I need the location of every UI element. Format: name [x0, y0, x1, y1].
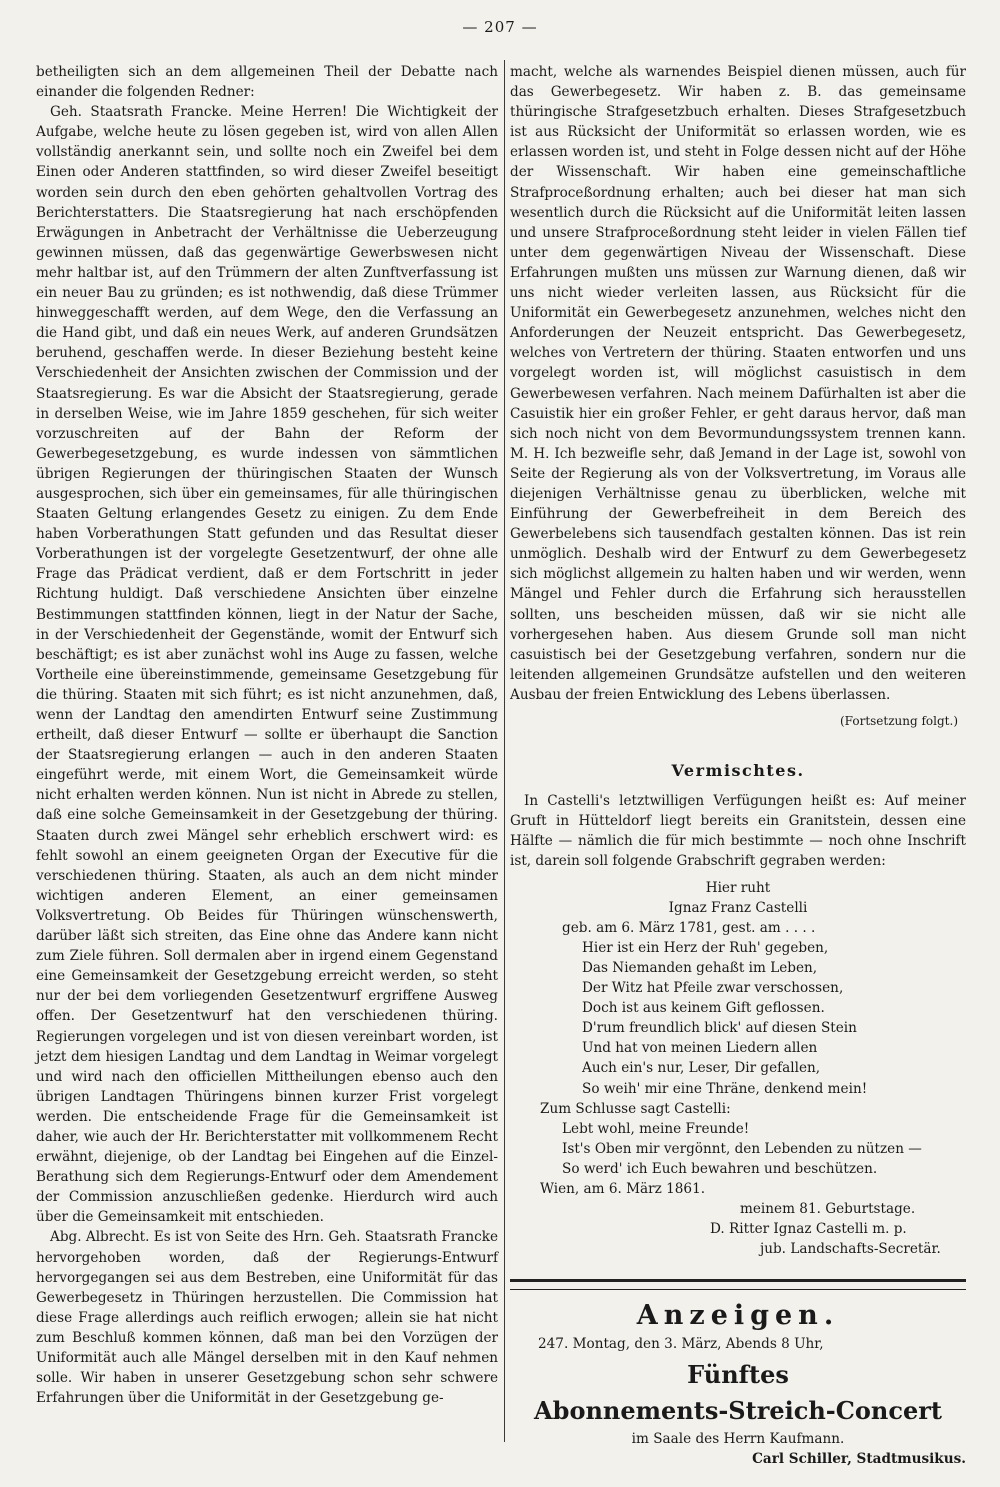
ads-heading: Anzeigen. — [636, 1300, 840, 1332]
continued-note: (Fortsetzung folgt.) — [840, 714, 958, 728]
ad-signer: Carl Schiller, Stadtmusikus. — [752, 1450, 966, 1467]
epitaph-line: Und hat von meinen Liedern allen — [582, 1040, 818, 1057]
ad-number-line: 247. Montag, den 3. März, Abends 8 Uhr, — [538, 1336, 824, 1353]
closing-line: So werd' ich Euch bewahren und beschützen. — [562, 1160, 878, 1177]
section-double-rule — [510, 1279, 966, 1290]
ad-ordinal: Fünftes — [687, 1359, 789, 1389]
misc-heading: Vermischtes. — [671, 761, 805, 781]
closing-intro: Zum Schlusse sagt Castelli: — [540, 1100, 731, 1117]
epitaph-title-2: Ignaz Franz Castelli — [668, 899, 808, 916]
column-divider — [504, 60, 505, 1442]
epitaph-line: Auch ein's nur, Leser, Dir gefallen, — [582, 1060, 821, 1077]
epitaph-line: D'rum freundlich blick' auf diesen Stein — [582, 1020, 857, 1037]
signature-line-2: D. Ritter Ignaz Castelli m. p. — [710, 1221, 907, 1238]
closing-line: Ist's Oben mir vergönnt, den Lebenden zu nützen — — [562, 1140, 922, 1157]
epitaph-line: Der Witz hat Pfeile zwar verschossen, — [582, 980, 844, 997]
left-paragraph-intro: betheiligten sich an dem allgemeinen Theil der Debatte nach einander die folgenden Redner: — [36, 64, 498, 101]
left-paragraph-francke: Geh. Staatsrath Francke. Meine Herren! Die Wichtigkeit der Aufgabe, welche heute zu lösen gegeben ist, wird von allen Allen vollständig anerkannt sein, und sollte noch ein Zweifel bei dem Einen oder Anderen stattfinden, so wird dieser Zweifel beseitigt worden sein durch den eben gehörten gehaltvollen Vortrag des Berichterstatters. Die Staatsregierung hat nach erschöpfenden Erwägungen in Anbetracht der Verhältnisse die Ueberzeugung gewinnen müssen, daß das gegenwärtige Gewerbswesen nicht mehr haltbar ist, auf den Trümmern der alten Zunftverfassung ist ein neuer Bau zu gründen; es ist nothwendig, daß diese Trümmer hinweggeschafft werden, auf dem Wege, den die Verfassung an die Hand gibt, und daß ein neues Werk, auf anderen Grundsätzen beruhend, geschaffen werde. In dieser Beziehung besteht keine Verschiedenheit der Ansichten zwischen der Commission und der Staatsregierung. Es war die Absicht der Staatsregierung, gerade in derselben Weise, wie im Jahre 1859 geschehen, für sich weiter vorzuschreiten auf der Bahn der Reform der Gewerbegesetzgebung, es wurde indessen von sämmtlichen übrigen Regierungen der thüringischen Staaten der Wunsch ausgesprochen, sich über ein gemeinsames, für alle thüringischen Staaten Geltung erlangendes Gesetz zu einigen. Zu dem Ende haben Vorberathungen Statt gefunden und das Resultat dieser Vorberathungen ist der vorgelegte Gesetzentwurf, der ohne alle Frage das Prädicat verdient, daß er dem Fortschritt in jeder Richtung huldigt. Daß verschiedene Ansichten über einzelne Bestimmungen stattfinden können, liegt in der Natur der Sache, in der Verschiedenheit der Gegenstände, womit der Entwurf sich beschäftigt; es ist aber zunächst wohl ins Auge zu fassen, welche Vortheile eine übereinstimmende, gemeinsame Gesetzgebung für die thüring. Staaten mit sich führt; es ist nicht anzunehmen, daß, wenn der Landtag den amendirten Entwurf seine Zustimmung ertheilt, daß dieser Entwurf — sollte er überhaupt die Sanction der Staatsregierung erlangen — auch in den anderen Staaten eingeführt werde, mit einem Wort, die Gemeinsamkeit würde nicht erhalten werden können. Nun ist nicht in Abrede zu stellen, daß eine solche Gemeinsamkeit in der Gesetzgebung der thüring. Staaten durch zwei Mängel sehr erheblich erschwert wird: es fehlt sowohl an einem geeigneten Organ der Executive für die verschiedenen thüring. Staaten, als auch an dem nicht minder wichtigen anderen Element, an einer gemeinsamen Volksvertretung. Ob Beides für Thüringen wünschenswerth, darüber läßt sich streiten, das Eine ohne das Andere kann nicht zum Ziele führen. Soll dermalen aber in irgend einem Gegenstand eine Gemeinsamkeit der Gesetzgebung erreicht werden, so steht nur der bei dem vorliegenden Gesetzentwurf ergriffene Ausweg offen. Der Gesetzentwurf hat den verschiedenen thüring. Regierungen vorgelegen und ist von diesen vereinbart worden, ist jetzt dem hiesigen Landtag und dem Landtag in Weimar vorgelegt und wird nach den officiellen Mittheilungen ebenso auch den übrigen Landtagen Thüringens binnen kurzer Frist vorgelegt werden. Die entscheidende Frage für die Gemeinsamkeit ist daher, wie auch der Hr. Berichterstatter mit vollkommenem Recht erwähnt, diejenige, ob der Landtag bei Eingehen auf die Einzel-Berathung sich dem Regierungs-Entwurf oder dem Amendement der Commission anzuschließen gedenke. Hierdurch wird auch über die Gemeinsamkeit mit entschieden. — [36, 104, 498, 1226]
ad-title: Abonnements-Streich-Concert — [534, 1395, 942, 1425]
epitaph-line: Das Niemanden gehaßt im Leben, — [582, 959, 818, 976]
misc-text: In Castelli's letztwilligen Verfügungen heißt es: Auf meiner Gruft in Hütteldorf liegt bereits ein Granitstein, dessen eine Hälfte — nämlich die für mich bestimmte — noch ohne Inschrift ist, darein soll folgende Grabschrift gegraben werden: — [510, 793, 966, 870]
epitaph-line: Hier ist ein Herz der Ruh' gegeben, — [582, 939, 829, 956]
left-paragraph-albrecht: Abg. Albrecht. Es ist von Seite des Hrn. Geh. Staatsrath Francke hervorgehoben worden, daß der Regierungs-Entwurf hervorgegangen sei aus dem Bestreben, eine Uniformität für das Gewerbegesetz in Thüringen herzustellen. Die Commission hat diese Frage allerdings auch reiflich erwogen; allein sie hat nicht zum Beschluß kommen können, daß man bei den Vorzügen der Uniformität auch alle Mängel derselben mit in den Kauf nehmen solle. Wir haben in unserer Gesetzgebung schon sehr schwere Erfahrungen über die Uniformität in der Gesetzgebung ge- — [36, 1229, 498, 1407]
epitaph — [510, 878, 966, 1260]
signature-line-3: jub. Landschafts-Secretär. — [760, 1241, 941, 1258]
epitaph-line: Doch ist aus keinem Gift geflossen. — [582, 1000, 825, 1017]
right-column — [510, 62, 966, 1469]
left-column — [36, 62, 498, 1408]
epitaph-title-1: Hier ruht — [705, 879, 771, 896]
right-paragraph-continued: macht, welche als warnendes Beispiel dienen müssen, auch für das Gewerbegesetz. Wir haben z. B. das gemeinsame thüringische Strafgesetzbuch erhalten. Dieses Strafgesetzbuch ist aus Rücksicht der Uniformität so erlassen worden, wie es erlassen worden ist, und steht in Folge dessen nicht auf der Höhe der Wissenschaft. Wir haben eine gemeinschaftliche Strafproceßordnung erhalten; auch bei dieser hat man sich wesentlich durch die Rücksicht auf die Uniformität leiten lassen und unsere Strafproceßordnung steht leider in vielen Fällen tief unter dem gegenwärtigen Niveau der Wissenschaft. Diese Erfahrungen mußten uns müssen zur Warnung dienen, daß wir uns nicht wieder verleiten lassen, aus Rücksicht für die Uniformität ein Gewerbegesetz anzunehmen, welches nicht den Anforderungen der Neuzeit entspricht. Das Gewerbegesetz, welches von Vertretern der thüring. Staaten entworfen und uns vorgelegt worden ist, will möglichst casuistisch in dem Gewerbewesen verfahren. Nach meinem Dafürhalten ist aber die Casuistik hier ein großer Fehler, er geht daraus hervor, daß man sich noch nicht von dem Bevormundungssystem trennen kann. M. H. Ich bezweifle sehr, daß Jemand in der Lage ist, sowohl von Seite der Regierung als von der Volksvertretung, im Voraus alle diejenigen Verhältnisse genau zu überblicken, welche mit Einführung der Gewerbefreiheit in dem Bereich des Gewerbelebens sich tausendfach gestalten können. Das ist rein unmöglich. Deshalb wird der Entwurf zu dem Gewerbegesetz sich möglichst allgemein zu halten haben und wir werden, wenn Mängel und Fehler durch die Erfahrung sich herausstellen sollten, uns bescheiden müssen, daß wir sie nicht alle vorhergesehen haben. Aus diesem Grunde soll man nicht casuistisch bei der Gesetzgebung verfahren, sondern nur die leitenden allgemeinen Grundsätze aufstellen und den weiteren Ausbau der freien Entwicklung des Lebens überlassen. — [510, 64, 966, 703]
epitaph-line: So weih' mir eine Thräne, denkend mein! — [582, 1080, 868, 1097]
signature-line-1: meinem 81. Geburtstage. — [740, 1201, 916, 1218]
closing-line: Lebt wohl, meine Freunde! — [562, 1120, 750, 1137]
place-date: Wien, am 6. März 1861. — [540, 1180, 706, 1197]
page-number: — 207 — — [462, 18, 538, 36]
ad-venue: im Saale des Herrn Kaufmann. — [631, 1430, 845, 1447]
epitaph-born: geb. am 6. März 1781, gest. am . . . . — [562, 919, 816, 936]
